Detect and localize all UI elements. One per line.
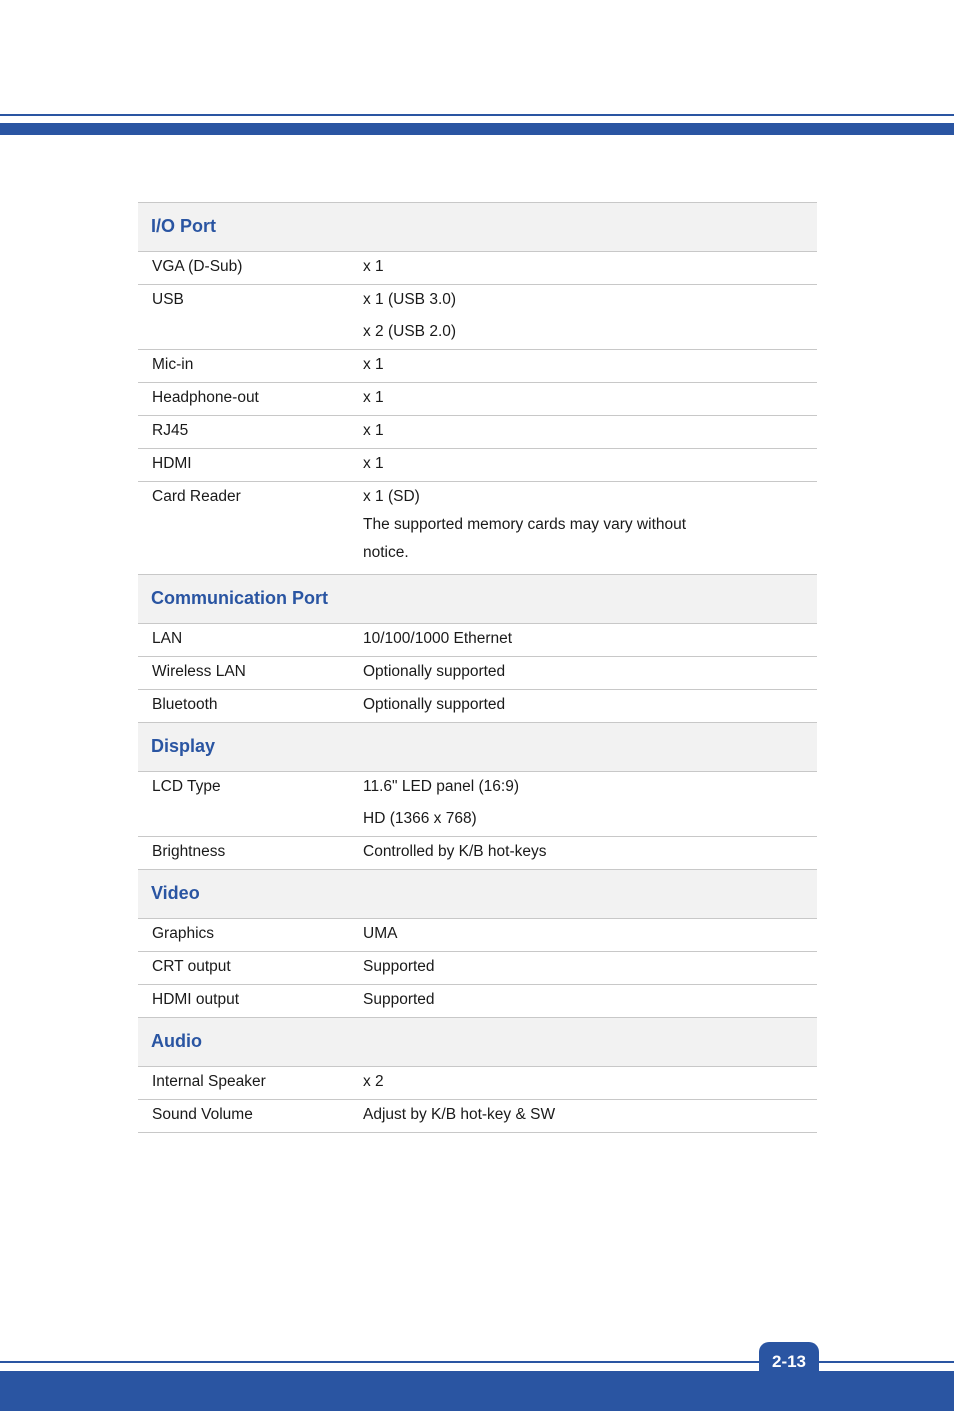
table-row bbox=[138, 285, 817, 350]
row-value: x 1 bbox=[363, 258, 384, 275]
row-label: Wireless LAN bbox=[152, 663, 246, 680]
row-label: Graphics bbox=[152, 925, 215, 942]
row-label: RJ45 bbox=[152, 422, 189, 439]
row-label: Brightness bbox=[152, 843, 226, 860]
table-row bbox=[138, 952, 817, 985]
section-communication-port bbox=[138, 575, 817, 723]
table-row bbox=[138, 449, 817, 482]
row-value: x 1 bbox=[363, 422, 384, 439]
section-title: Audio bbox=[138, 1018, 817, 1067]
section-title: Display bbox=[138, 723, 817, 772]
row-value: 10/100/1000 Ethernet bbox=[363, 630, 513, 647]
row-note: The supported memory cards may vary without notice. bbox=[363, 516, 687, 561]
table-row bbox=[138, 837, 817, 870]
table-row bbox=[138, 919, 817, 952]
row-label: Sound Volume bbox=[152, 1106, 253, 1123]
row-label: Internal Speaker bbox=[152, 1073, 266, 1090]
row-label: HDMI bbox=[152, 455, 192, 472]
section-audio bbox=[138, 1018, 817, 1133]
header-rule-thin bbox=[0, 114, 954, 116]
header-rule-thick bbox=[0, 123, 954, 135]
table-row bbox=[138, 1067, 817, 1100]
row-value: x 1 (USB 3.0) bbox=[363, 291, 457, 308]
row-value: Adjust by K/B hot-key & SW bbox=[363, 1106, 556, 1123]
row-value: Controlled by K/B hot-keys bbox=[363, 843, 547, 860]
row-label: Card Reader bbox=[152, 488, 241, 505]
row-label: USB bbox=[152, 291, 184, 308]
row-value: x 1 bbox=[363, 455, 384, 472]
table-row bbox=[138, 772, 817, 837]
table-row bbox=[138, 383, 817, 416]
section-video bbox=[138, 870, 817, 1018]
table-row bbox=[138, 985, 817, 1018]
table-row bbox=[138, 1100, 817, 1133]
row-label: LAN bbox=[152, 630, 183, 647]
page-number: 2-13 bbox=[759, 1342, 819, 1411]
section-title: Communication Port bbox=[138, 575, 817, 624]
row-label: HDMI output bbox=[152, 991, 240, 1008]
row-value: 11.6" LED panel (16:9) bbox=[363, 778, 520, 795]
table-row bbox=[138, 416, 817, 449]
section-io-port bbox=[138, 203, 817, 575]
row-value: x 1 bbox=[363, 389, 384, 406]
row-value: HD (1366 x 768) bbox=[363, 810, 477, 827]
table-row bbox=[138, 482, 817, 575]
row-value: Supported bbox=[363, 991, 435, 1008]
row-label: LCD Type bbox=[152, 778, 221, 795]
row-label: Bluetooth bbox=[152, 696, 218, 713]
row-value: UMA bbox=[363, 925, 398, 942]
row-value: x 1 (SD) bbox=[363, 488, 420, 505]
section-title: Video bbox=[138, 870, 817, 919]
row-value: Optionally supported bbox=[363, 663, 506, 680]
table-row bbox=[138, 350, 817, 383]
spec-table bbox=[138, 202, 817, 1133]
table-row bbox=[138, 657, 817, 690]
table-row bbox=[138, 690, 817, 723]
table-row bbox=[138, 252, 817, 285]
row-value: Supported bbox=[363, 958, 435, 975]
section-title: I/O Port bbox=[138, 203, 817, 252]
row-value: Optionally supported bbox=[363, 696, 506, 713]
row-label: Headphone-out bbox=[152, 389, 259, 406]
section-display bbox=[138, 723, 817, 870]
row-label: VGA (D-Sub) bbox=[152, 258, 243, 275]
row-value: x 2 (USB 2.0) bbox=[363, 323, 457, 340]
table-row bbox=[138, 624, 817, 657]
row-label: Mic-in bbox=[152, 356, 194, 373]
row-value: x 2 bbox=[363, 1073, 384, 1090]
row-label: CRT output bbox=[152, 958, 231, 975]
row-value: x 1 bbox=[363, 356, 384, 373]
